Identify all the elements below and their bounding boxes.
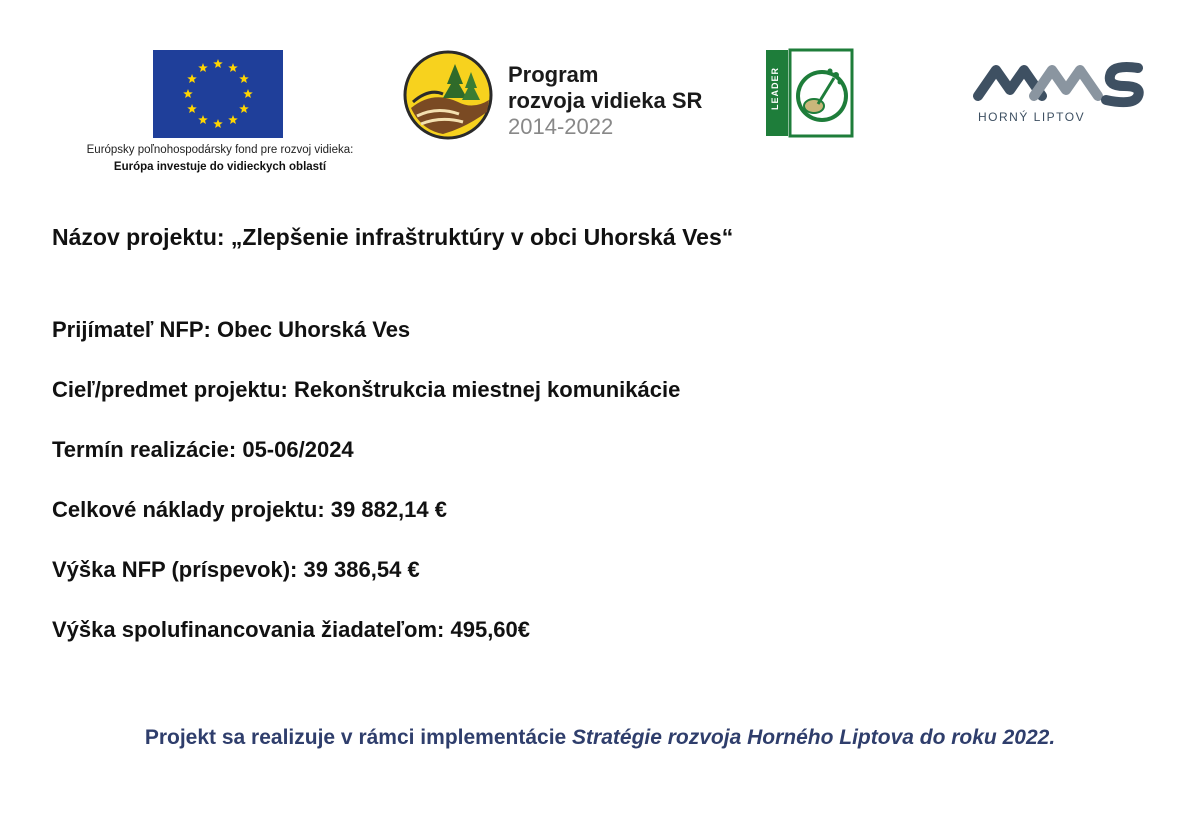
mas-caption: HORNÝ LIPTOV	[978, 110, 1086, 124]
project-goal: Cieľ/predmet projektu: Rekonštrukcia miestnej komunikácie	[52, 377, 681, 402]
project-recipient: Prijímateľ NFP: Obec Uhorská Ves	[52, 317, 411, 342]
prv-title-line1: Program	[508, 62, 599, 87]
project-cofinancing: Výška spolufinancovania žiadateľom: 495,60€	[52, 617, 531, 642]
mas-mountains-icon	[962, 50, 1167, 110]
project-nfp-amount: Výška NFP (príspevok): 39 386,54 €	[52, 557, 420, 582]
footer-strategy: Stratégie rozvoja Horného Liptova do roku 2022.	[572, 726, 1056, 749]
footer-prefix: Projekt sa realizuje v rámci implementácie	[144, 726, 573, 749]
eu-caption-line2: Európa investuje do vidieckych oblastí	[113, 161, 327, 173]
mas-logo	[962, 50, 1167, 145]
eu-flag-icon	[153, 50, 283, 138]
project-term: Termín realizácie: 05-06/2024	[52, 437, 354, 462]
project-title: Názov projektu: „Zlepšenie infraštruktúry v obci Uhorská Ves“	[52, 224, 734, 250]
footer-note	[0, 726, 1200, 750]
leader-text: LEADER	[770, 66, 780, 110]
project-total-costs: Celkové náklady projektu: 39 882,14 €	[52, 497, 447, 522]
prv-emblem-icon	[403, 50, 493, 140]
eu-caption-line1: Európsky poľnohospodársky fond pre rozvoj vidieka:	[86, 144, 354, 156]
logo-row	[0, 0, 1200, 190]
prv-title-line2: rozvoja vidieka SR	[508, 88, 703, 113]
leader-logo	[764, 48, 854, 138]
prv-title-years: 2014-2022	[508, 114, 614, 139]
prv-logo	[403, 48, 743, 143]
